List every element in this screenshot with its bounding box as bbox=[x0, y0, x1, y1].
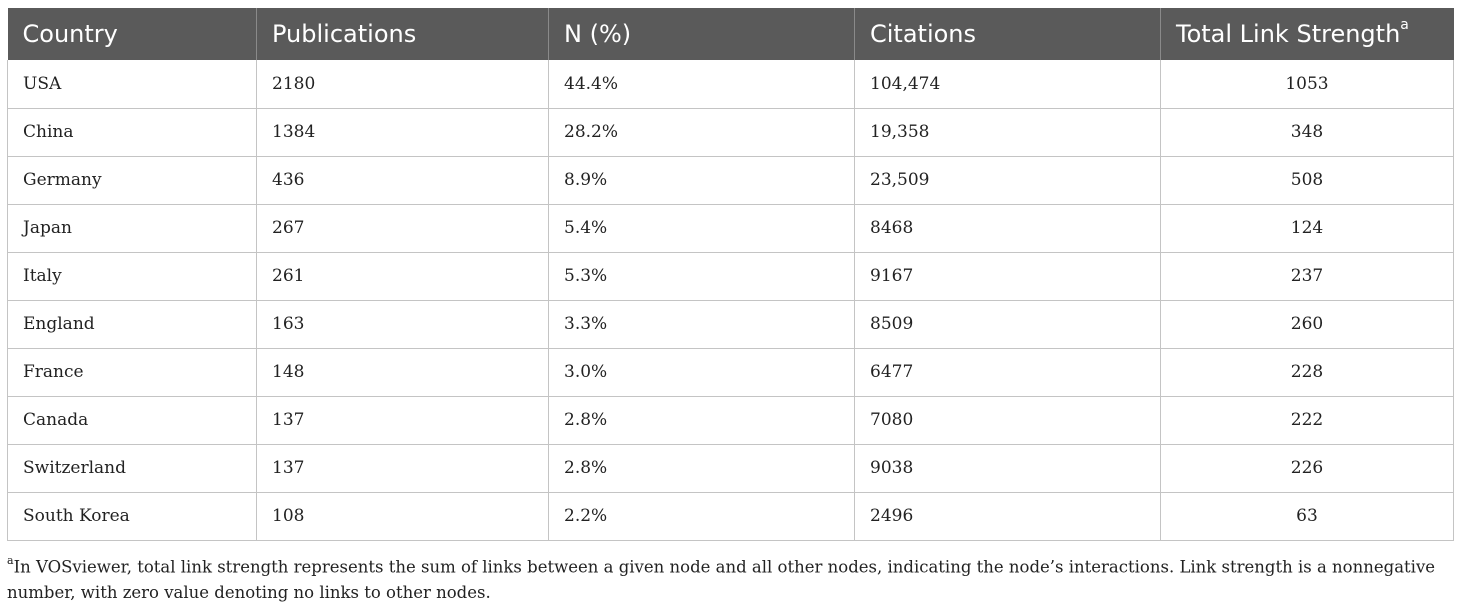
table-row bbox=[8, 396, 1454, 444]
footnote-text: In VOSviewer, total link strength represents the sum of links between a given node and all other nodes, indicating the node’s interactions. Link strength is a nonnegative number, with zero value denoting no links to other nodes. bbox=[7, 557, 1436, 602]
cell-country: Germany bbox=[8, 156, 257, 204]
cell-citations: 23,509 bbox=[855, 156, 1161, 204]
cell-country: Switzerland bbox=[8, 444, 257, 492]
header-n-percent: N (%) bbox=[549, 8, 855, 60]
cell-citations: 8509 bbox=[855, 300, 1161, 348]
header-total-link-strength-label: Total Link Strength bbox=[1176, 20, 1401, 48]
cell-country: Italy bbox=[8, 252, 257, 300]
cell-n-percent: 3.3% bbox=[549, 300, 855, 348]
table-footnote bbox=[7, 550, 1453, 605]
cell-publications: 1384 bbox=[257, 108, 549, 156]
cell-publications: 137 bbox=[257, 444, 549, 492]
cell-n-percent: 28.2% bbox=[549, 108, 855, 156]
cell-country: France bbox=[8, 348, 257, 396]
cell-total-link-strength: 1053 bbox=[1161, 60, 1454, 108]
footnote-marker: a bbox=[7, 554, 14, 567]
table-row bbox=[8, 444, 1454, 492]
table-header bbox=[8, 8, 1454, 60]
cell-n-percent: 5.4% bbox=[549, 204, 855, 252]
cell-total-link-strength: 348 bbox=[1161, 108, 1454, 156]
table-row bbox=[8, 156, 1454, 204]
cell-country: South Korea bbox=[8, 492, 257, 540]
cell-n-percent: 3.0% bbox=[549, 348, 855, 396]
cell-n-percent: 2.2% bbox=[549, 492, 855, 540]
header-citations: Citations bbox=[855, 8, 1161, 60]
cell-citations: 9167 bbox=[855, 252, 1161, 300]
header-country: Country bbox=[8, 8, 257, 60]
cell-n-percent: 44.4% bbox=[549, 60, 855, 108]
cell-total-link-strength: 222 bbox=[1161, 396, 1454, 444]
country-table-container bbox=[7, 8, 1453, 541]
cell-country: England bbox=[8, 300, 257, 348]
cell-country: USA bbox=[8, 60, 257, 108]
cell-publications: 148 bbox=[257, 348, 549, 396]
header-row bbox=[8, 8, 1454, 60]
cell-citations: 6477 bbox=[855, 348, 1161, 396]
cell-n-percent: 2.8% bbox=[549, 396, 855, 444]
cell-publications: 137 bbox=[257, 396, 549, 444]
cell-publications: 108 bbox=[257, 492, 549, 540]
header-total-link-strength bbox=[1161, 8, 1454, 60]
cell-citations: 104,474 bbox=[855, 60, 1161, 108]
cell-total-link-strength: 508 bbox=[1161, 156, 1454, 204]
cell-publications: 261 bbox=[257, 252, 549, 300]
cell-n-percent: 2.8% bbox=[549, 444, 855, 492]
country-table bbox=[7, 8, 1454, 541]
cell-country: China bbox=[8, 108, 257, 156]
cell-country: Canada bbox=[8, 396, 257, 444]
cell-citations: 2496 bbox=[855, 492, 1161, 540]
cell-country: Japan bbox=[8, 204, 257, 252]
table-row bbox=[8, 108, 1454, 156]
cell-n-percent: 5.3% bbox=[549, 252, 855, 300]
cell-publications: 267 bbox=[257, 204, 549, 252]
table-row bbox=[8, 300, 1454, 348]
table-row bbox=[8, 60, 1454, 108]
cell-total-link-strength: 228 bbox=[1161, 348, 1454, 396]
cell-citations: 9038 bbox=[855, 444, 1161, 492]
cell-publications: 2180 bbox=[257, 60, 549, 108]
footnote-marker-header: a bbox=[1400, 17, 1409, 33]
table-row bbox=[8, 252, 1454, 300]
cell-citations: 8468 bbox=[855, 204, 1161, 252]
cell-citations: 19,358 bbox=[855, 108, 1161, 156]
cell-total-link-strength: 63 bbox=[1161, 492, 1454, 540]
cell-total-link-strength: 260 bbox=[1161, 300, 1454, 348]
cell-total-link-strength: 226 bbox=[1161, 444, 1454, 492]
cell-publications: 436 bbox=[257, 156, 549, 204]
cell-publications: 163 bbox=[257, 300, 549, 348]
cell-n-percent: 8.9% bbox=[549, 156, 855, 204]
table-row bbox=[8, 348, 1454, 396]
table-body bbox=[8, 60, 1454, 540]
table-row bbox=[8, 492, 1454, 540]
cell-total-link-strength: 237 bbox=[1161, 252, 1454, 300]
table-row bbox=[8, 204, 1454, 252]
header-publications: Publications bbox=[257, 8, 549, 60]
cell-total-link-strength: 124 bbox=[1161, 204, 1454, 252]
cell-citations: 7080 bbox=[855, 396, 1161, 444]
